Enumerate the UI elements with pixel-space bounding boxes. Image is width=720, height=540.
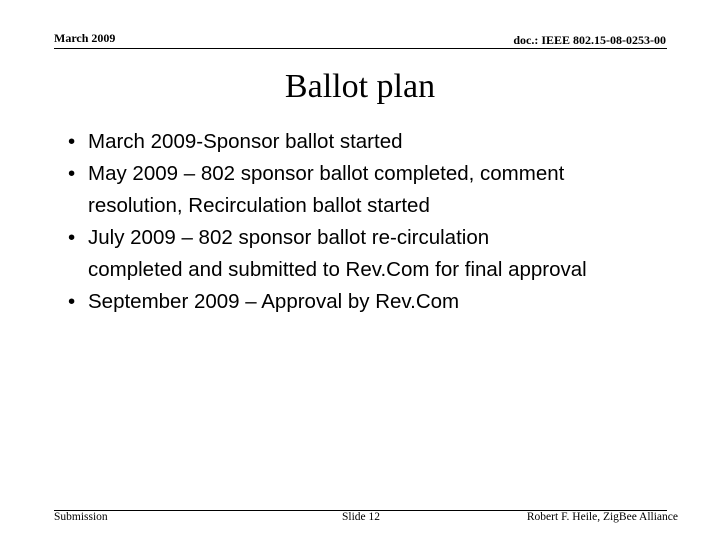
bullet-list xyxy=(68,126,688,318)
bullet-text: May 2009 – 802 sponsor ballot completed, comment xyxy=(88,162,565,185)
bullet-item xyxy=(68,126,688,158)
bullet-text: July 2009 – 802 sponsor ballot re-circulation xyxy=(88,226,490,249)
footer-submission: Submission xyxy=(54,511,108,523)
bullet-item xyxy=(68,158,688,222)
bullet-item xyxy=(68,222,688,286)
bullet-marker: • xyxy=(68,226,76,249)
bullet-marker: • xyxy=(68,130,76,153)
bullet-marker: • xyxy=(68,162,76,185)
header-doc-id: doc.: IEEE 802.15-08-0253-00 xyxy=(513,33,666,47)
footer-slide-number: Slide 12 xyxy=(342,511,381,523)
bullet-item xyxy=(68,286,688,318)
bullet-marker: • xyxy=(68,290,76,313)
bullet-text: completed and submitted to Rev.Com for final approval xyxy=(88,258,587,281)
header-date: March 2009 xyxy=(54,31,116,45)
footer-author: Robert F. Heile, ZigBee Alliance xyxy=(526,511,678,523)
header-divider xyxy=(54,48,667,49)
bullet-text: resolution, Recirculation ballot started xyxy=(88,194,430,217)
bullet-text: March 2009-Sponsor ballot started xyxy=(88,130,403,153)
slide-title: Ballot plan xyxy=(284,68,436,105)
bullet-text: September 2009 – Approval by Rev.Com xyxy=(88,290,460,313)
